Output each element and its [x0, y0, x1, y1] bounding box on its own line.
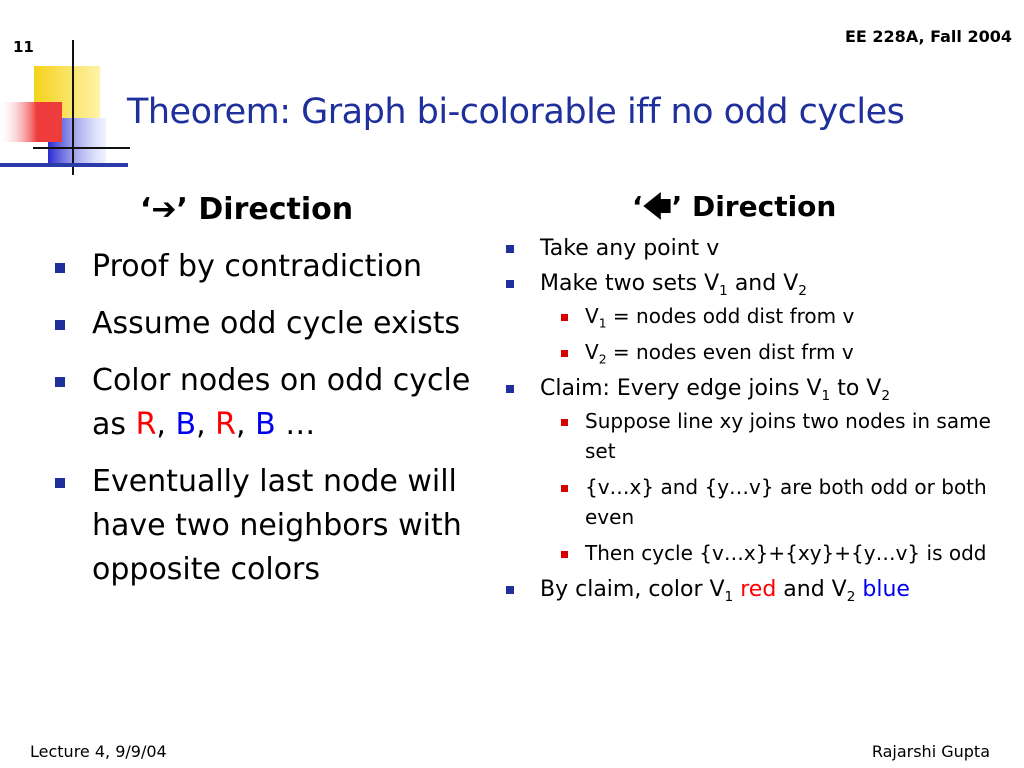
sub-list-item — [534, 337, 1020, 367]
small-square-bullet-icon — [561, 485, 568, 492]
list-item-text: and V — [776, 577, 847, 602]
list-item-text: Color nodes on odd cycle as — [92, 363, 471, 442]
sub-item-text: V — [585, 304, 599, 328]
subscript: 1 — [821, 387, 831, 404]
subscript: 2 — [798, 282, 807, 299]
square-bullet-icon — [506, 385, 514, 393]
right-arrow-icon: ➔ — [151, 192, 177, 227]
list-item-text: Proof by contradiction — [92, 249, 423, 284]
sub-item-text: Then cycle {v…x}+{xy}+{y…v} is odd — [585, 541, 987, 565]
sub-list — [534, 301, 1020, 367]
list-item — [500, 373, 1020, 568]
quote-open: ‘ — [140, 192, 152, 227]
square-bullet-icon — [506, 586, 514, 594]
sub-list-item — [534, 406, 1020, 466]
small-square-bullet-icon — [561, 314, 568, 321]
title-divider — [0, 163, 128, 167]
comma-sep: , — [236, 407, 256, 442]
slide-logo — [0, 40, 130, 175]
subscript: 2 — [881, 387, 891, 404]
sub-item-text: = nodes even dist frm v — [606, 340, 854, 364]
list-item-text: By claim, color V — [540, 577, 725, 602]
comma-sep: , — [156, 407, 176, 442]
slide-title: Theorem: Graph bi-colorable iff no odd cycles — [127, 92, 905, 132]
list-item-text: Make two sets V — [540, 271, 720, 296]
list-item-text: Claim: Every edge joins V — [540, 376, 822, 401]
blue-letter: B — [175, 407, 197, 442]
heading-text: ’ Direction — [671, 190, 837, 223]
sub-item-text: V — [585, 340, 599, 364]
list-item — [50, 359, 490, 447]
small-square-bullet-icon — [561, 419, 568, 426]
sub-item-text: = nodes odd dist from v — [606, 304, 855, 328]
left-column-heading — [140, 192, 353, 227]
left-arrow-icon: 🡄 — [642, 190, 672, 223]
right-bullet-list — [500, 233, 1020, 609]
sub-list-item — [534, 301, 1020, 331]
red-word: red — [740, 577, 777, 602]
square-bullet-icon — [55, 320, 65, 330]
sub-item-text: {v…x} and {y…v} are both odd or both even — [585, 475, 987, 529]
subscript: 1 — [598, 315, 607, 331]
sub-item-text: Suppose line xy joins two nodes in same set — [585, 409, 991, 463]
square-bullet-icon — [55, 377, 65, 387]
list-item — [500, 268, 1020, 367]
list-item — [50, 460, 490, 592]
blue-word: blue — [862, 577, 910, 602]
left-bullet-list — [50, 245, 490, 605]
quote-open: ‘ — [632, 190, 643, 223]
list-item — [500, 233, 1020, 264]
subscript: 1 — [724, 588, 734, 605]
list-item-text: to V — [830, 376, 882, 401]
heading-text: ’ Direction — [176, 192, 354, 227]
sub-list-item — [534, 472, 1020, 532]
sub-list-item — [534, 538, 1020, 568]
list-item-text: and V — [727, 271, 799, 296]
small-square-bullet-icon — [561, 551, 568, 558]
blue-letter: B — [255, 407, 276, 442]
list-item — [50, 245, 490, 289]
small-square-bullet-icon — [561, 350, 568, 357]
list-item — [500, 574, 1020, 605]
footer-lecture: Lecture 4, 9/9/04 — [30, 742, 167, 761]
square-bullet-icon — [55, 478, 65, 488]
right-column-heading — [632, 186, 836, 234]
square-bullet-icon — [55, 263, 65, 273]
list-item-text: Eventually last node will have two neighbors with opposite colors — [92, 464, 462, 587]
course-label: EE 228A, Fall 2004 — [844, 27, 1012, 46]
subscript: 1 — [719, 282, 728, 299]
square-bullet-icon — [506, 245, 514, 253]
list-item-text: Take any point v — [540, 236, 720, 261]
sub-list — [534, 406, 1020, 568]
list-item — [50, 302, 490, 346]
square-bullet-icon — [506, 280, 514, 288]
footer-author: Rajarshi Gupta — [871, 742, 990, 761]
list-item-text: Assume odd cycle exists — [92, 306, 461, 341]
subscript: 2 — [598, 351, 607, 367]
red-letter: R — [135, 407, 157, 442]
red-letter: R — [215, 407, 237, 442]
ellipsis: … — [275, 407, 316, 442]
subscript: 2 — [846, 588, 856, 605]
slide-number: 11 — [13, 38, 34, 56]
comma-sep: , — [196, 407, 216, 442]
